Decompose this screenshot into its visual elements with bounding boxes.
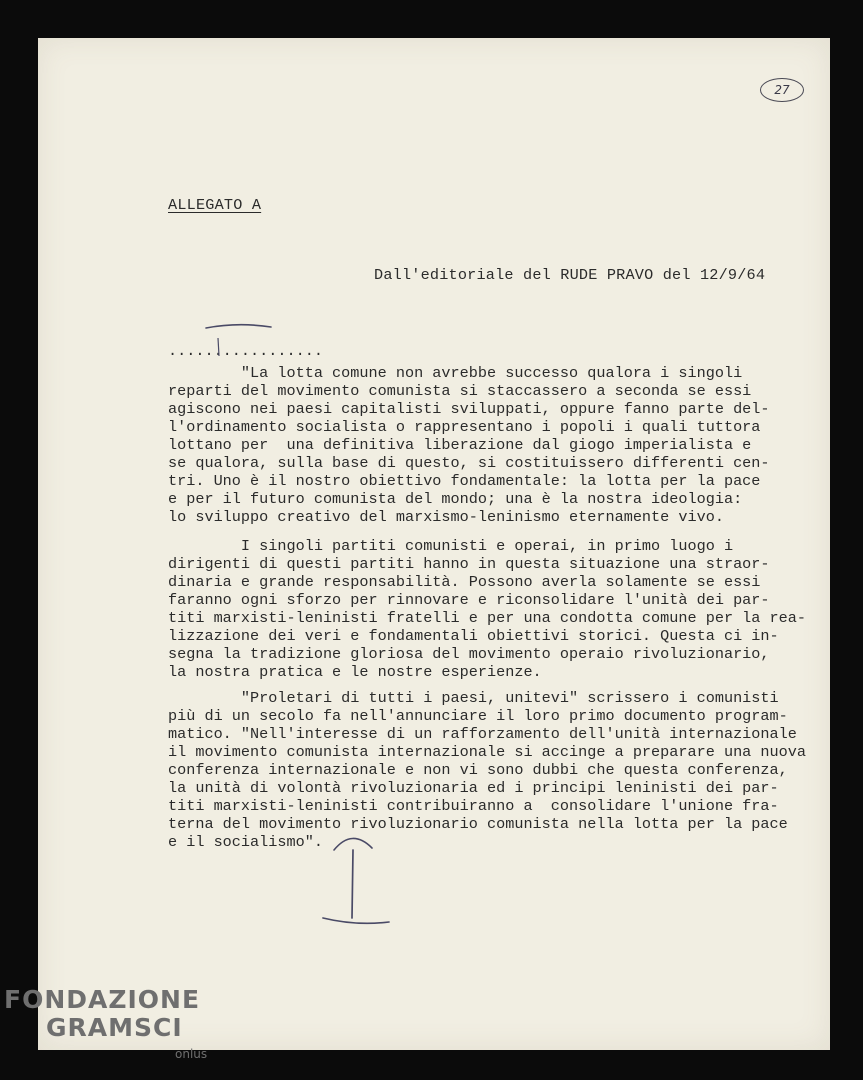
paragraph-line: e il socialismo". [168,833,323,851]
pen-tick-top [218,338,219,356]
paragraph-line: e per il futuro comunista del mondo; una è la nostra ideologia: [168,490,743,508]
paragraph-line: lottano per una definitiva liberazione dal giogo imperialista e [168,436,752,454]
paragraph-line: segna la tradizione gloriosa del movimento operaio rivoluzionario, [168,645,770,663]
paragraph-line: titi marxisti-leninisti contribuiranno a consolidare l'unione fra- [168,797,779,815]
paragraph-line: reparti del movimento comunista si staccassero a seconda se essi [168,382,752,400]
paragraph-line: la nostra pratica e le nostre esperienze. [168,663,542,681]
paragraph-line: più di un secolo fa nell'annunciare il loro primo documento program- [168,707,788,725]
source-line: Dall'editoriale del RUDE PRAVO del 12/9/64 [374,266,766,284]
paragraph-line: lizzazione dei veri e fondamentali obiettivi storici. Questa ci in- [168,627,779,645]
paragraph-line: faranno ogni sforzo per rinnovare e riconsolidare l'unità dei par- [168,591,770,609]
paragraph-line: dinaria e grande responsabilità. Possono averla solamente se essi [168,573,761,591]
paragraph-line: I singoli partiti comunisti e operai, in primo luogo i [168,537,734,555]
paragraph-line: terna del movimento rivoluzionario comunista nella lotta per la pace [168,815,788,833]
watermark-line-1: FONDAZIONE [4,985,201,1014]
paragraph-line: il movimento comunista internazionale si accinge a preparare una nuova [168,743,806,761]
pen-bracket-bottom-base [323,918,389,923]
paragraph-line: matico. "Nell'interesse di un rafforzamento dell'unità internazionale [168,725,797,743]
paragraph-line: "La lotta comune non avrebbe successo qualora i singoli [168,364,743,382]
paragraph-line: lo sviluppo creativo del marxismo-leninismo eternamente vivo. [168,508,724,526]
paragraph-line: agiscono nei paesi capitalisti sviluppati, oppure fanno parte del- [168,400,770,418]
foundation-watermark [4,986,200,1042]
paragraph-line: conferenza internazionale e non vi sono dubbi che questa conferenza, [168,761,788,779]
pen-bracket-bottom-arc [334,838,372,850]
watermark-line-2: GRAMSCI [46,1013,183,1042]
paragraph-line: se qualora, sulla base di questo, si costituissero differenti cen- [168,454,770,472]
paragraph-line: titi marxisti-leninisti fratelli e per una condotta comune per la rea- [168,609,806,627]
watermark-subtitle: onlus [175,1047,208,1061]
paragraph-line: tri. Uno è il nostro obiettivo fondamentale: la lotta per la pace [168,472,761,490]
paragraph-line: "Proletari di tutti i paesi, unitevi" scrissero i comunisti [168,689,779,707]
paragraph-line: dirigenti di questi partiti hanno in questa situazione una straor- [168,555,770,573]
page-number-stamp: 27 [760,78,804,102]
annex-heading: ALLEGATO A [168,196,262,214]
pen-bracket-bottom-stem [352,850,353,918]
pen-bracket-top [206,325,271,328]
paragraph-line: la unità di volontà rivoluzionaria ed i principi leninisti dei par- [168,779,779,797]
paragraph-line: l'ordinamento socialista o rappresentano i popoli i quali tuttora [168,418,761,436]
omission-dots: ................. [168,342,323,360]
